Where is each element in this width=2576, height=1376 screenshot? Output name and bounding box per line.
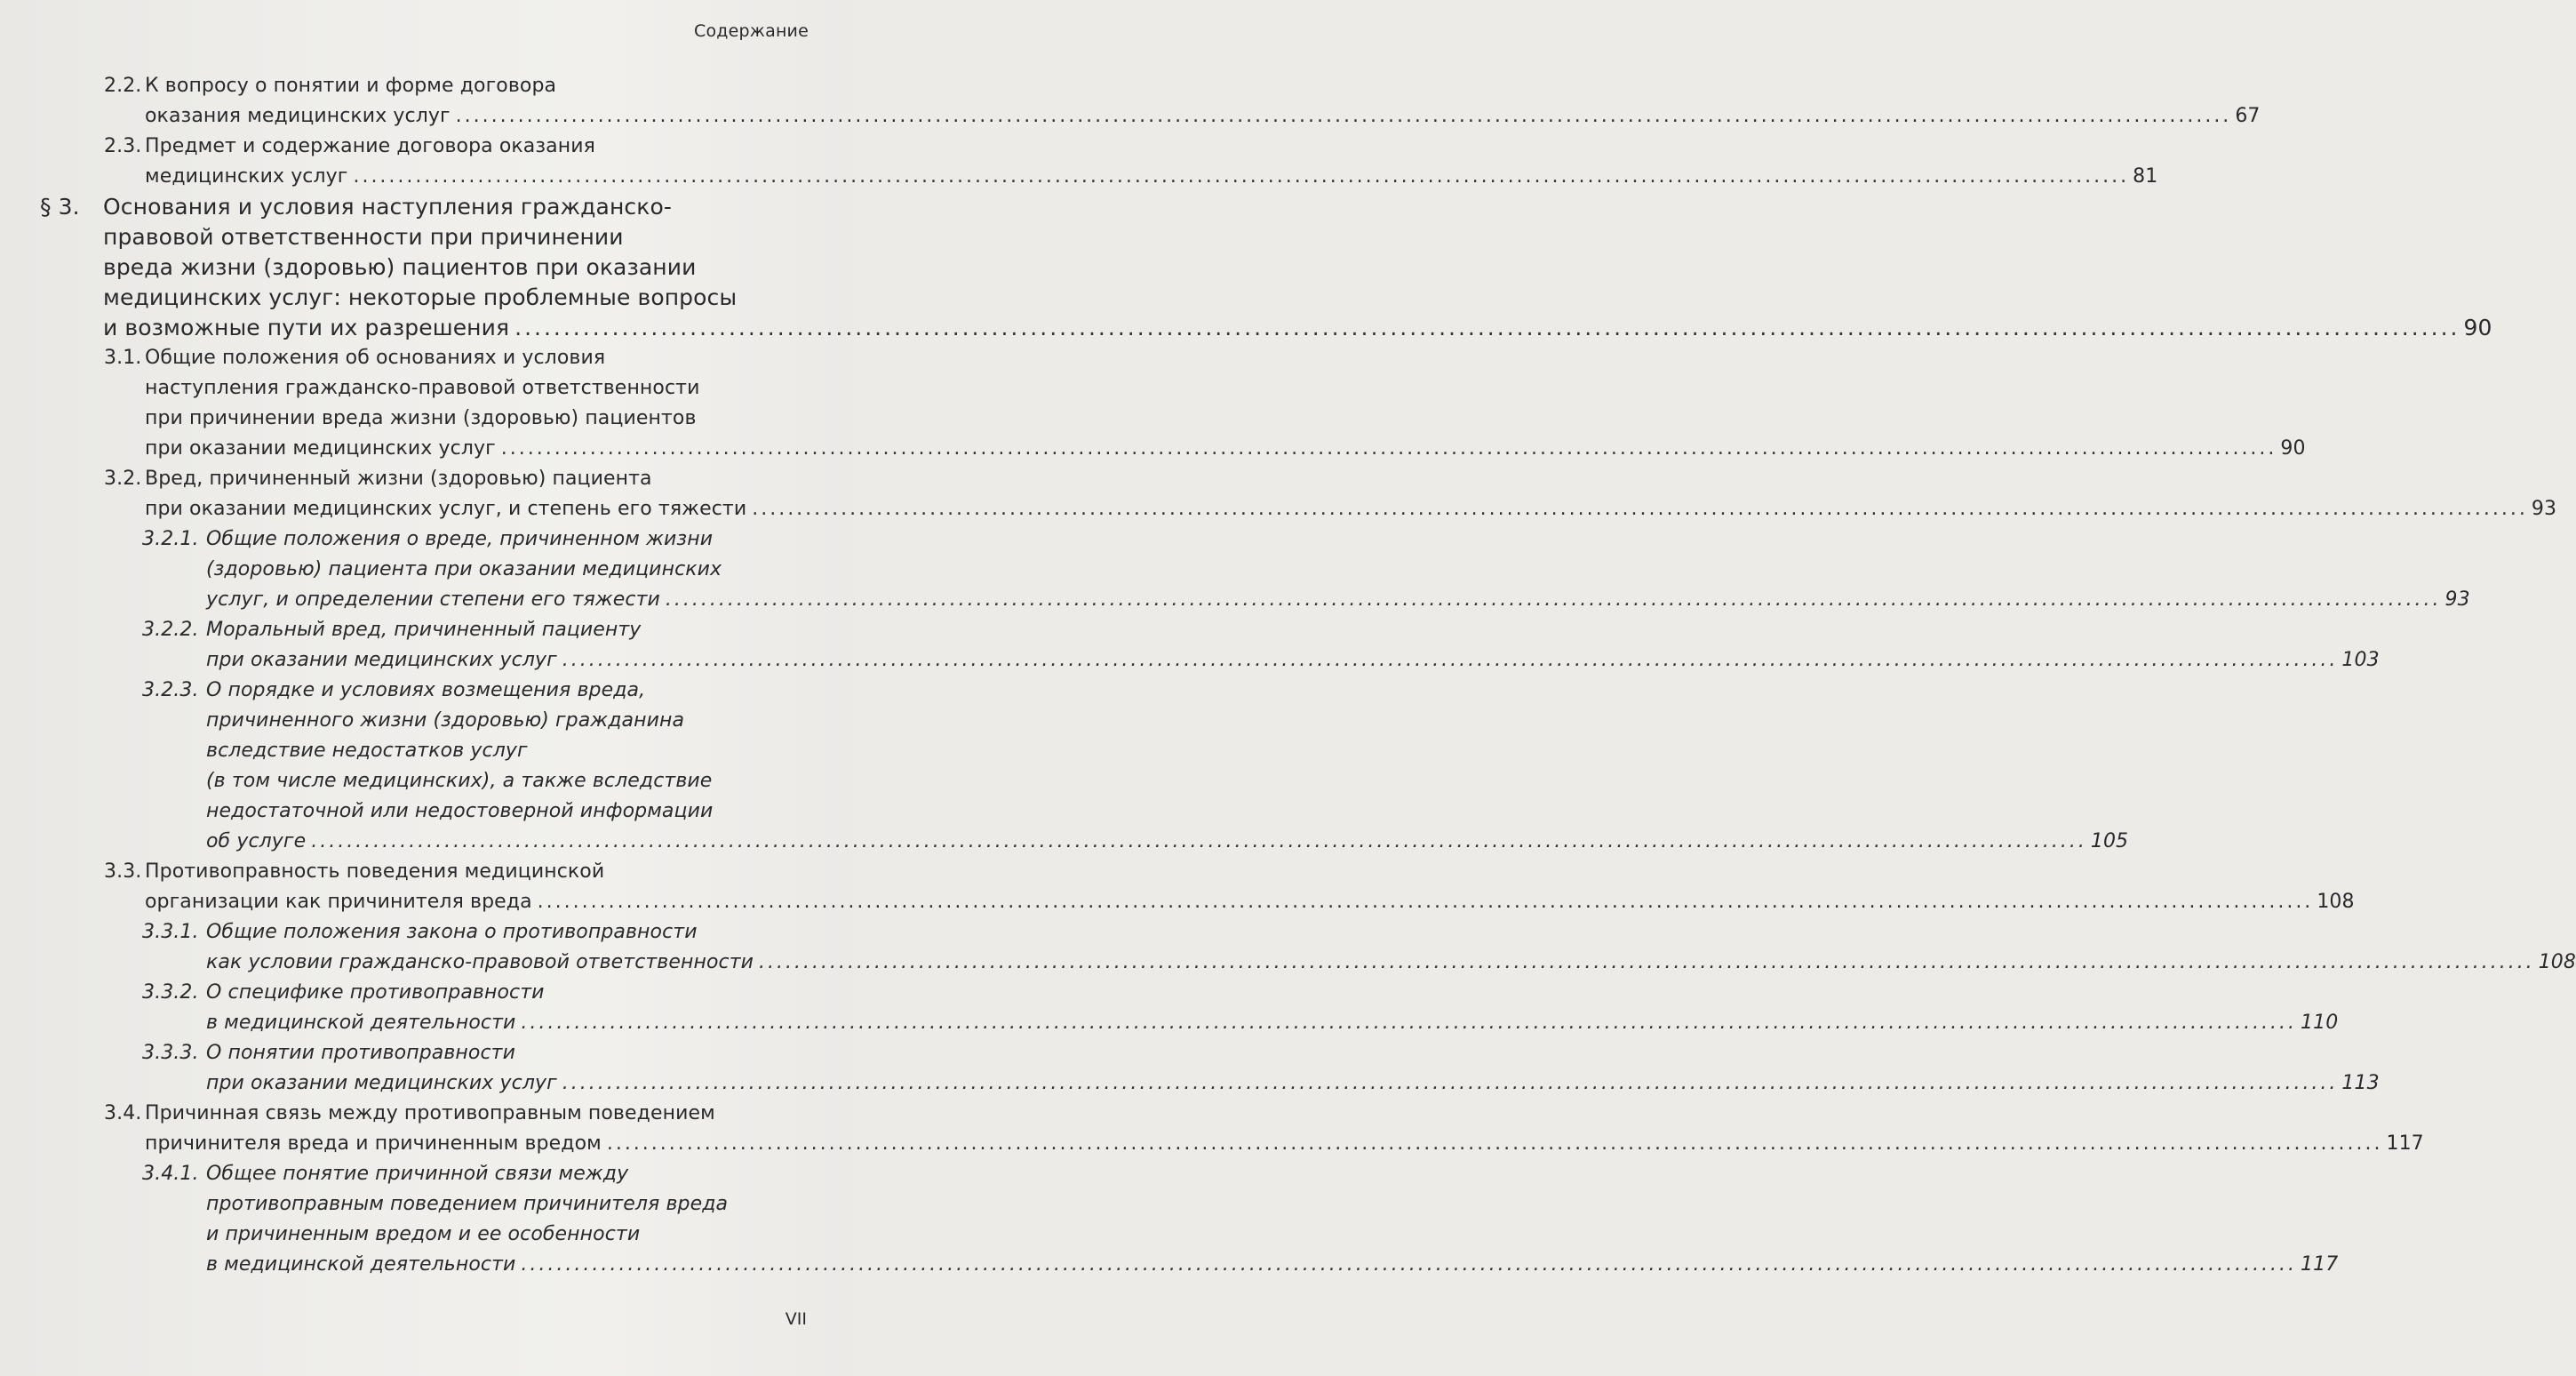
toc-entry-title [206, 917, 2576, 978]
toc-entry-page: 108 [2317, 891, 2355, 913]
toc-entry-title-line: медицинских услуг: некоторые проблемные вопросы [103, 284, 738, 310]
toc-entry [0, 917, 2576, 978]
toc-entry-title-line: Вред, причиненный жизни (здоровью) пациента [145, 468, 652, 490]
toc-entry [0, 464, 2557, 524]
toc-entry-title-line: Общее понятие причинной связи между [206, 1163, 629, 1185]
toc-entry-page: 117 [2301, 1253, 2339, 1276]
toc-entry-title [206, 524, 2470, 615]
toc-entry-number: 3.4. [104, 1102, 142, 1124]
toc-entry-title-line: недостаточной или недостоверной информации [206, 800, 714, 822]
toc-entry-title-line: причинителя вреда и причиненным вредом [145, 1132, 602, 1155]
toc-entry-title-line: (здоровью) пациента при оказании медицинских [206, 558, 722, 580]
toc-entry [0, 615, 2380, 676]
toc-entry [0, 857, 2355, 917]
toc-entry-title [145, 464, 2557, 524]
toc-entry-title-line: К вопросу о понятии и форме договора [145, 75, 557, 97]
toc-entry-number: 2.3. [104, 135, 142, 157]
toc-entry [0, 132, 2158, 192]
toc-entry-number: 3.2.1. [142, 528, 199, 550]
toc-entry-number: 2.2. [104, 75, 142, 97]
toc-entry [0, 1038, 2380, 1099]
toc-entry-title-line: в медицинской деятельности [206, 1253, 516, 1276]
dot-leader: ........................................................................................................................................................................................................ [455, 105, 2232, 127]
toc-entry-title-line: правовой ответственности при причинении [103, 224, 624, 250]
toc-entry-title-line: организации как причинителя вреда [145, 891, 532, 913]
running-head: Содержание [694, 21, 809, 41]
toc-entry [0, 978, 2339, 1038]
dot-leader: ........................................................................................................................................................................................................ [562, 1072, 2339, 1094]
toc-entry [0, 343, 2306, 464]
toc-entry-page: 90 [2463, 315, 2492, 340]
toc-entry-title-line: и возможные пути их разрешения [103, 315, 510, 340]
toc-entry-title [103, 192, 2492, 343]
toc-entry-title-line: Общие положения закона о противоправности [206, 921, 698, 943]
toc-entry-title [145, 857, 2355, 917]
toc-entry [0, 71, 2261, 132]
toc-entry-page: 81 [2133, 165, 2158, 188]
toc-entry-title-line: при оказании медицинских услуг [206, 1072, 557, 1094]
toc-entry-title-line: медицинских услуг [145, 165, 348, 188]
toc-entry-title [145, 132, 2158, 192]
toc-entry-title [206, 1038, 2380, 1099]
toc-entry-page: 103 [2341, 649, 2380, 671]
toc-entry-title-line: услуг, и определении степени его тяжести [206, 588, 660, 611]
dot-leader: ........................................................................................................................................................................................................ [759, 951, 2535, 973]
toc-entry [0, 192, 2492, 343]
toc-entry-page: 93 [2531, 498, 2557, 520]
toc-entry [0, 1159, 2339, 1280]
toc-entry-title-line: об услуге [206, 830, 307, 852]
dot-leader: ........................................................................................................................................................................................................ [353, 165, 2130, 188]
toc-entry-number: 3.4.1. [142, 1163, 199, 1185]
page-number: VII [785, 1309, 807, 1329]
toc-entry-page: 93 [2444, 588, 2470, 611]
toc-entry [0, 1099, 2424, 1159]
dot-leader: ........................................................................................................................................................................................................ [514, 315, 2460, 340]
toc-entry-title [145, 343, 2306, 464]
toc-entry-number: 3.3.2. [142, 981, 199, 1004]
toc-entry-title-line: Причинная связь между противоправным поведением [145, 1102, 715, 1124]
toc-entry-page: 117 [2386, 1132, 2424, 1155]
dot-leader: ........................................................................................................................................................................................................ [562, 649, 2339, 671]
toc-entry-number: 3.3.3. [142, 1042, 199, 1064]
toc-entry-page: 105 [2090, 830, 2129, 852]
toc-entry-title-line: при причинении вреда жизни (здоровью) пациентов [145, 407, 697, 429]
toc-entry [0, 676, 2129, 857]
dot-leader: ........................................................................................................................................................................................................ [606, 1132, 2383, 1155]
dot-leader: ........................................................................................................................................................................................................ [521, 1253, 2298, 1276]
toc-entry-number: 3.2.2. [142, 619, 199, 641]
toc-entry-title-line: Общие положения о вреде, причиненном жизни [206, 528, 714, 550]
toc-entry-number: 3.3.1. [142, 921, 199, 943]
toc-entry-title-line: (в том числе медицинских), а также вследствие [206, 770, 713, 792]
toc-entry [0, 524, 2470, 615]
toc-entry-title-line: при оказании медицинских услуг, и степень его тяжести [145, 498, 747, 520]
toc-entry-title-line: Моральный вред, причиненный пациенту [206, 619, 642, 641]
toc-entry-title-line: и причиненным вредом и ее особенности [206, 1223, 641, 1245]
toc-entry-number: 3.2. [104, 468, 142, 490]
toc-entry-title [206, 978, 2339, 1038]
toc-entry-title-line: Общие положения об основаниях и условия [145, 347, 606, 369]
toc-entry-title-line: наступления гражданско-правовой ответственности [145, 377, 700, 399]
toc-entry-title [145, 1099, 2424, 1159]
toc-entry-title-line: О понятии противоправности [206, 1042, 515, 1064]
dot-leader: ........................................................................................................................................................................................................ [311, 830, 2087, 852]
toc-entry-page: 90 [2280, 437, 2306, 460]
toc-entry-title-line: Основания и условия наступления гражданско- [103, 194, 672, 220]
toc-entry-title [145, 71, 2261, 132]
toc-entry-title-line: противоправным поведением причинителя вреда [206, 1193, 729, 1215]
toc-entry-page: 113 [2341, 1072, 2380, 1094]
toc-entry-title-line: причиненного жизни (здоровью) гражданина [206, 709, 685, 732]
toc-entry-page: 110 [2301, 1012, 2339, 1034]
dot-leader: ........................................................................................................................................................................................................ [521, 1012, 2298, 1034]
dot-leader: ........................................................................................................................................................................................................ [500, 437, 2277, 460]
toc-entry-title [206, 676, 2129, 857]
toc-entry-title-line: Противоправность поведения медицинской [145, 860, 605, 883]
dot-leader: ........................................................................................................................................................................................................ [665, 588, 2442, 611]
toc-entry-title [206, 615, 2380, 676]
dot-leader: ........................................................................................................................................................................................................ [537, 891, 2314, 913]
toc-entry-title-line: О порядке и условиях возмещения вреда, [206, 679, 646, 701]
toc-entry-number: § 3. [40, 194, 80, 220]
toc-entry-number: 3.1. [104, 347, 142, 369]
toc-entry-title-line: Предмет и содержание договора оказания [145, 135, 595, 157]
toc-entry-title [206, 1159, 2339, 1280]
toc-entry-title-line: оказания медицинских услуг [145, 105, 451, 127]
toc-entry-page: 108 [2538, 951, 2576, 973]
table-of-contents [0, 71, 2576, 1280]
toc-entry-page: 67 [2235, 105, 2261, 127]
toc-entry-title-line: О специфике противоправности [206, 981, 545, 1004]
dot-leader: ........................................................................................................................................................................................................ [752, 498, 2528, 520]
toc-entry-number: 3.3. [104, 860, 142, 883]
toc-entry-title-line: вследствие недостатков услуг [206, 740, 528, 762]
toc-entry-title-line: вреда жизни (здоровью) пациентов при оказании [103, 254, 697, 280]
toc-entry-title-line: при оказании медицинских услуг [145, 437, 496, 460]
toc-entry-title-line: в медицинской деятельности [206, 1012, 516, 1034]
toc-entry-title-line: как условии гражданско-правовой ответственности [206, 951, 754, 973]
toc-entry-title-line: при оказании медицинских услуг [206, 649, 557, 671]
toc-entry-number: 3.2.3. [142, 679, 199, 701]
